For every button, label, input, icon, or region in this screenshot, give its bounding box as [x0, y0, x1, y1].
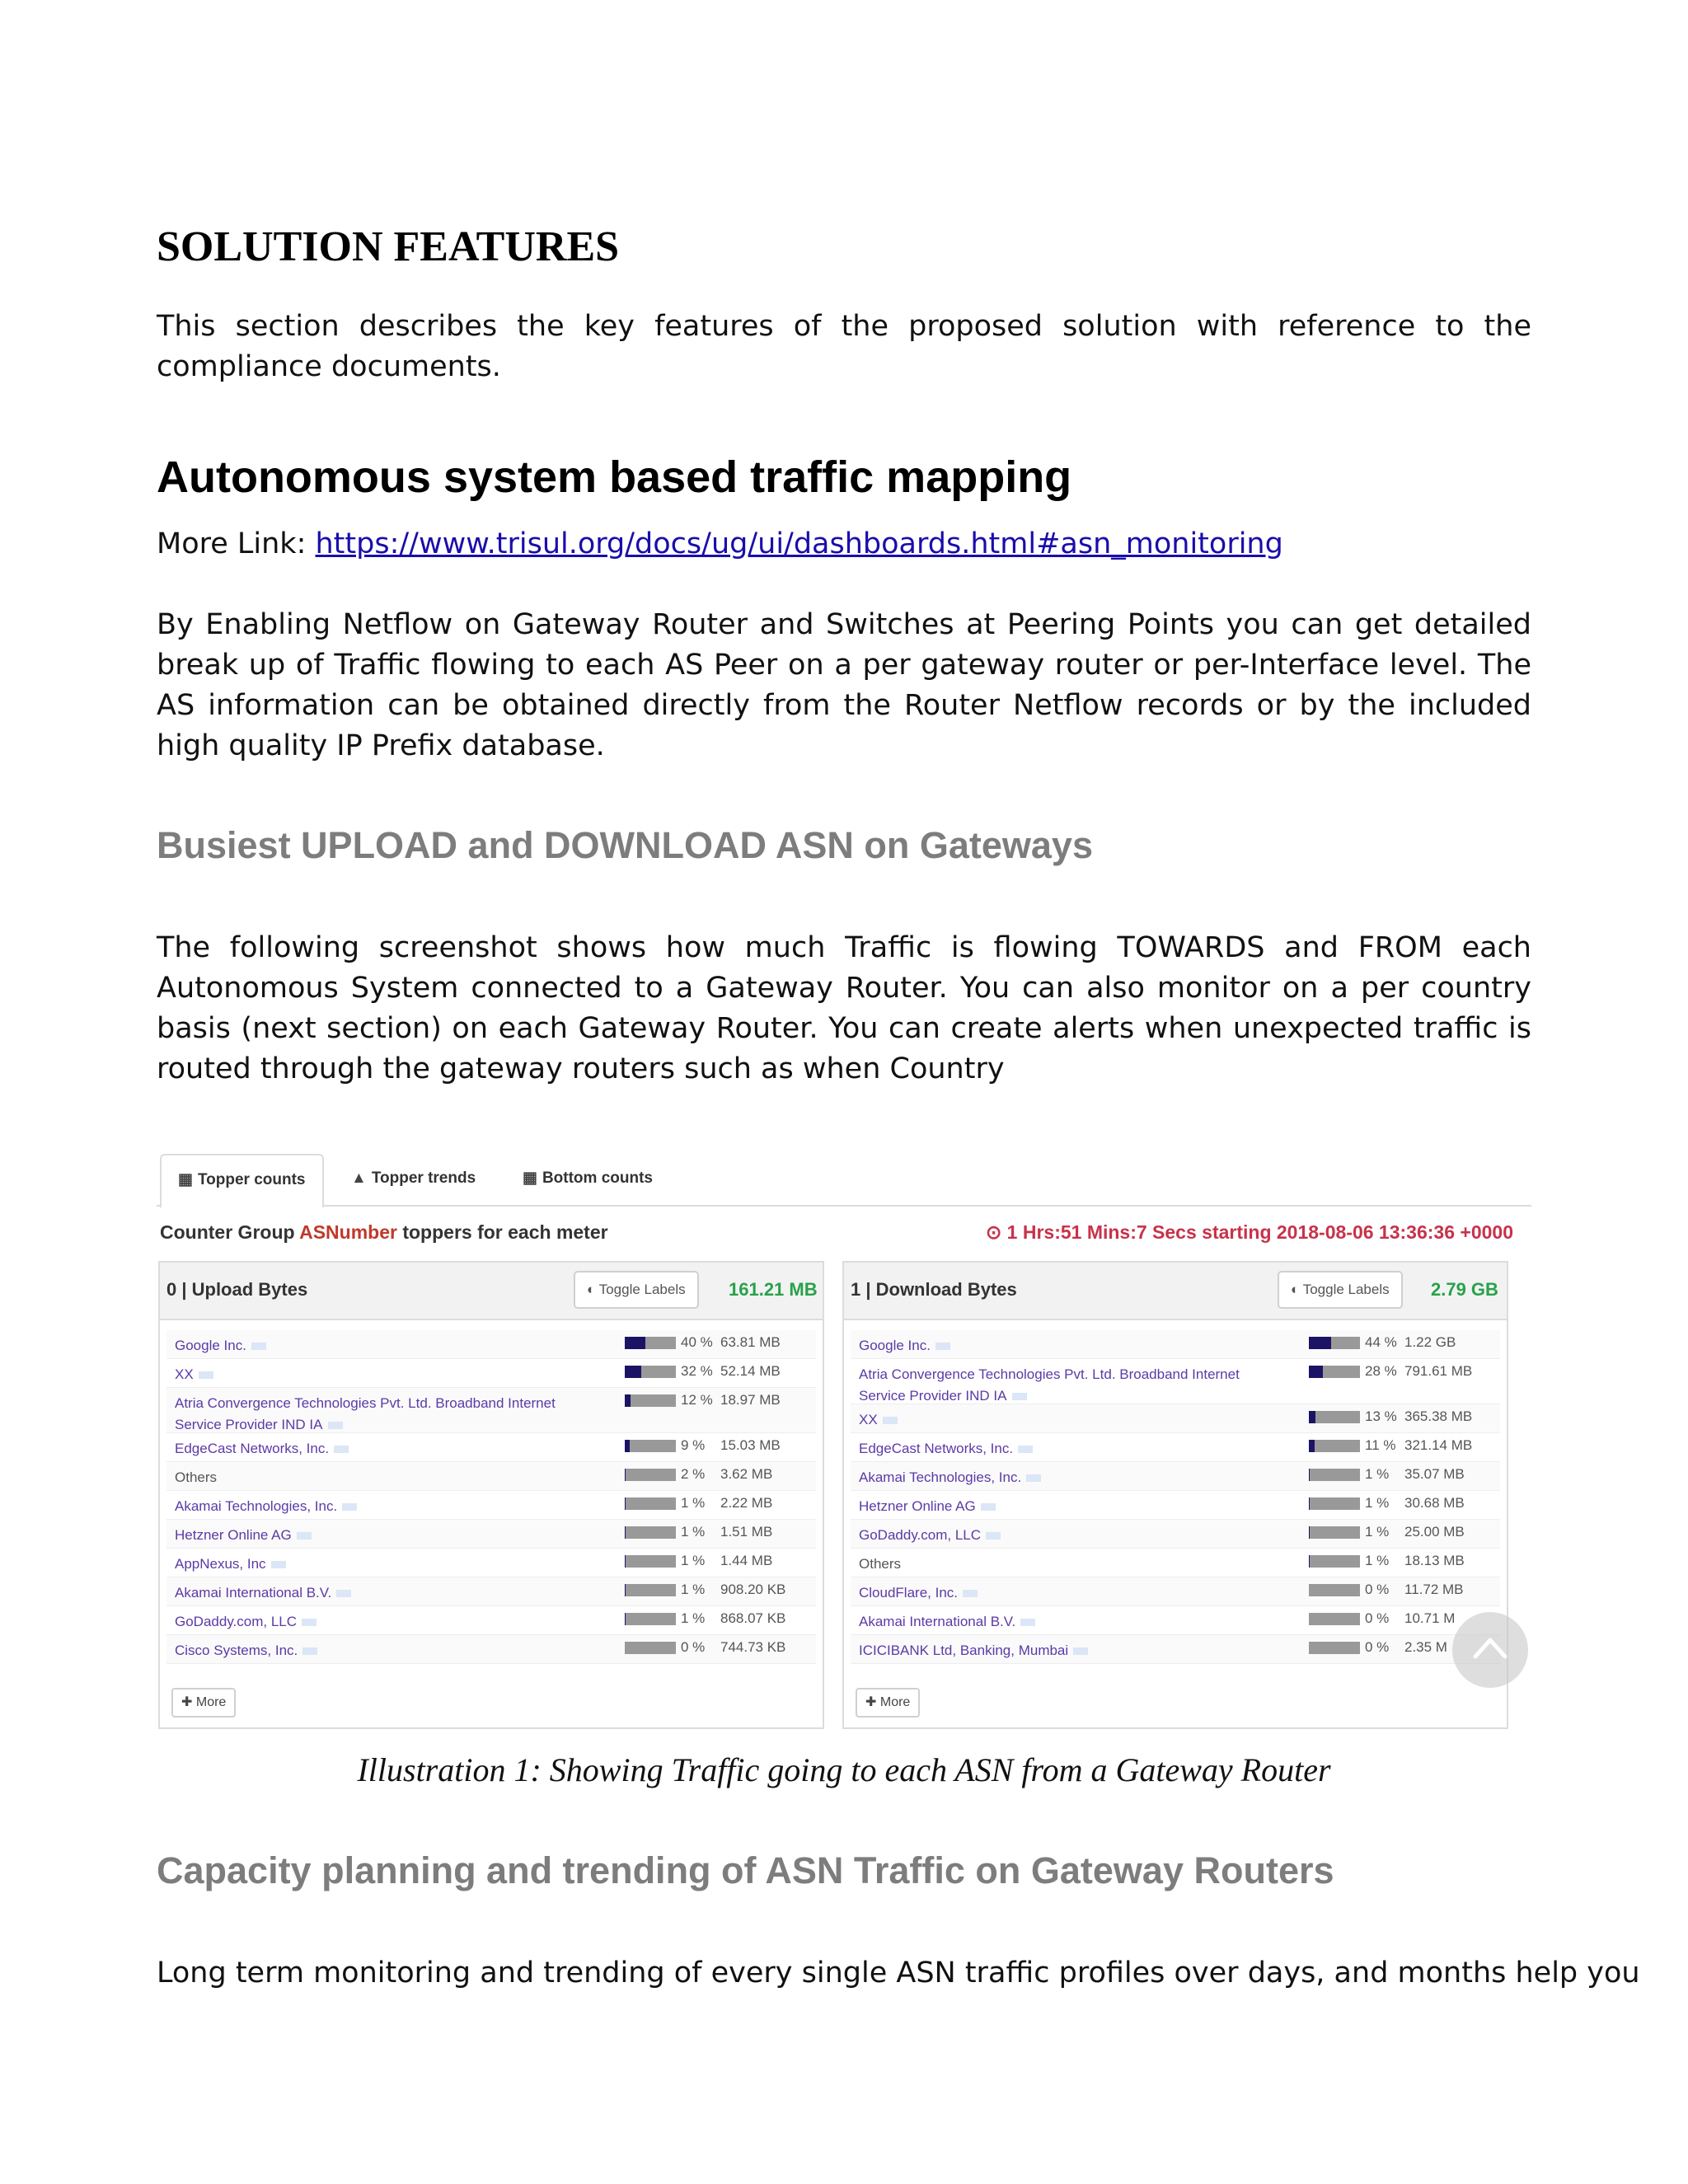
- docs-link[interactable]: https://www.trisul.org/docs/ug/ui/dashboards.html#asn_monitoring: [315, 527, 1283, 560]
- asn-name[interactable]: Akamai International B.V.: [859, 1611, 1287, 1633]
- share-percent: 1 %: [1365, 1524, 1390, 1540]
- asn-name[interactable]: Google Inc.: [175, 1335, 603, 1357]
- share-percent: 1 %: [1365, 1466, 1390, 1482]
- asn-name[interactable]: Google Inc.: [859, 1335, 1287, 1357]
- traffic-value: 15.03 MB: [720, 1437, 781, 1453]
- flag-icon: [963, 1590, 978, 1597]
- share-bar-fill: [1309, 1440, 1315, 1452]
- table-row: [166, 1491, 816, 1520]
- share-bar-fill: [625, 1497, 626, 1510]
- traffic-value: 11.72 MB: [1404, 1582, 1464, 1597]
- asn-name[interactable]: EdgeCast Networks, Inc.: [859, 1438, 1287, 1460]
- table-row: [166, 1577, 816, 1606]
- page-title: SOLUTION FEATURES: [157, 223, 620, 270]
- share-percent: 0 %: [1365, 1610, 1390, 1626]
- share-bar: [625, 1642, 676, 1654]
- table-row: [851, 1359, 1500, 1404]
- table-icon: ▦: [523, 1169, 537, 1187]
- share-percent: 32 %: [681, 1363, 713, 1379]
- share-percent: 0 %: [1365, 1582, 1390, 1597]
- share-percent: 0 %: [681, 1639, 706, 1655]
- share-percent: 44 %: [1365, 1334, 1397, 1350]
- tab-bar: [157, 1152, 1531, 1207]
- traffic-value: 744.73 KB: [720, 1639, 786, 1655]
- traffic-value: 25.00 MB: [1404, 1524, 1465, 1540]
- share-bar-fill: [625, 1366, 641, 1378]
- table-row: [851, 1404, 1500, 1433]
- asn-name[interactable]: Others: [175, 1469, 218, 1485]
- flag-icon: [883, 1417, 898, 1424]
- asn-name[interactable]: ICICIBANK Ltd, Banking, Mumbai: [859, 1640, 1287, 1661]
- share-percent: 1 %: [1365, 1553, 1390, 1568]
- table-row: [851, 1491, 1500, 1520]
- plus-icon: ✚: [865, 1695, 877, 1709]
- flag-icon: [328, 1422, 343, 1429]
- table-row: [166, 1359, 816, 1388]
- share-bar: [1309, 1440, 1360, 1452]
- area-chart-icon: ▲: [351, 1169, 367, 1187]
- share-percent: 40 %: [681, 1334, 713, 1350]
- panel-title: 0 | Upload Bytes: [166, 1279, 308, 1300]
- traffic-value: 18.13 MB: [1404, 1553, 1465, 1568]
- asn-name[interactable]: EdgeCast Networks, Inc.: [175, 1438, 603, 1460]
- flag-icon: [1018, 1446, 1033, 1453]
- flag-icon: [1012, 1393, 1027, 1400]
- share-percent: 1 %: [681, 1610, 706, 1626]
- traffic-value: 18.97 MB: [720, 1392, 781, 1408]
- share-percent: 1 %: [1365, 1495, 1390, 1511]
- table-icon: ▦: [178, 1171, 193, 1188]
- share-bar: [1309, 1555, 1360, 1568]
- toggle-labels-button[interactable]: ◐ Toggle Labels: [574, 1271, 699, 1309]
- flag-icon: [271, 1561, 286, 1568]
- share-bar-fill: [1309, 1337, 1331, 1349]
- table-row: [166, 1433, 816, 1462]
- share-bar: [625, 1584, 676, 1596]
- share-bar-fill: [625, 1613, 626, 1625]
- flag-icon: [302, 1619, 316, 1626]
- table-row: [851, 1433, 1500, 1462]
- table-row: [851, 1330, 1500, 1359]
- intro-paragraph: This section describes the key features of the proposed solution with reference to the compliance documents.: [157, 310, 1531, 383]
- asn-name[interactable]: Akamai International B.V.: [175, 1582, 603, 1604]
- tab-bottom-counts[interactable]: ▦ Bottom counts: [506, 1154, 669, 1203]
- share-bar: [625, 1526, 676, 1539]
- flag-icon: [342, 1503, 357, 1511]
- flag-icon: [302, 1647, 317, 1655]
- asn-name[interactable]: GoDaddy.com, LLC: [859, 1525, 1287, 1546]
- traffic-value: 63.81 MB: [720, 1334, 781, 1350]
- share-bar: [625, 1555, 676, 1568]
- share-bar: [625, 1469, 676, 1481]
- tab-topper-counts[interactable]: ▦ Topper counts: [160, 1154, 324, 1208]
- table-row: [851, 1520, 1500, 1549]
- share-bar: [1309, 1613, 1360, 1625]
- share-bar-fill: [1309, 1497, 1310, 1510]
- share-percent: 1 %: [681, 1495, 706, 1511]
- share-bar: [1309, 1411, 1360, 1423]
- flag-icon: [336, 1590, 351, 1597]
- table-row: [166, 1635, 816, 1664]
- table-row: [166, 1549, 816, 1577]
- asn-name[interactable]: Cisco Systems, Inc.: [175, 1640, 603, 1661]
- download-bytes-panel: [842, 1261, 1508, 1729]
- traffic-value: 2.35 M: [1404, 1639, 1447, 1655]
- share-bar: [1309, 1366, 1360, 1378]
- traffic-value: 3.62 MB: [720, 1466, 773, 1482]
- traffic-value: 35.07 MB: [1404, 1466, 1465, 1482]
- share-bar-fill: [1309, 1469, 1310, 1481]
- share-percent: 1 %: [681, 1582, 706, 1597]
- counter-group-line: Counter Group ASNumber toppers for each meter: [160, 1221, 608, 1243]
- toggle-icon: ◐: [587, 1282, 596, 1297]
- traffic-value: 2.22 MB: [720, 1495, 773, 1511]
- longterm-paragraph: Long term monitoring and trending of every single ASN traffic profiles over days, and months help you: [157, 1957, 1640, 1990]
- more-link-label: More Link:: [157, 527, 307, 560]
- asn-name[interactable]: XX: [175, 1364, 603, 1385]
- share-bar: [1309, 1469, 1360, 1481]
- traffic-value: 1.22 GB: [1404, 1334, 1456, 1350]
- share-percent: 13 %: [1365, 1408, 1397, 1424]
- asn-name[interactable]: AppNexus, Inc: [175, 1554, 603, 1575]
- table-row: [851, 1606, 1500, 1635]
- share-bar-fill: [625, 1469, 626, 1481]
- asn-name[interactable]: Hetzner Online AG: [859, 1496, 1287, 1517]
- share-bar: [625, 1366, 676, 1378]
- share-percent: 2 %: [681, 1466, 706, 1482]
- asn-name[interactable]: Atria Convergence Technologies Pvt. Ltd. Broadband Internet Service Provider IND IA: [175, 1395, 556, 1432]
- share-percent: 28 %: [1365, 1363, 1397, 1379]
- flag-icon: [986, 1532, 1001, 1540]
- tab-topper-trends[interactable]: ▲ Topper trends: [335, 1154, 492, 1203]
- share-bar: [1309, 1526, 1360, 1539]
- flag-icon: [981, 1503, 996, 1511]
- traffic-value: 10.71 M: [1404, 1610, 1456, 1626]
- chevron-up-icon: [1472, 1633, 1508, 1661]
- traffic-value: 1.51 MB: [720, 1524, 773, 1540]
- share-bar: [1309, 1642, 1360, 1654]
- section-title: Autonomous system based traffic mapping: [157, 452, 1072, 502]
- flag-icon: [1073, 1647, 1088, 1655]
- more-button[interactable]: ✚ More: [171, 1688, 236, 1718]
- share-percent: 1 %: [681, 1553, 706, 1568]
- share-bar: [625, 1394, 676, 1407]
- asn-name[interactable]: Akamai Technologies, Inc.: [175, 1496, 603, 1517]
- share-bar-fill: [625, 1584, 626, 1596]
- share-percent: 0 %: [1365, 1639, 1390, 1655]
- traffic-value: 908.20 KB: [720, 1582, 786, 1597]
- panel-total: 2.79 GB: [1431, 1279, 1498, 1300]
- asn-name[interactable]: Akamai Technologies, Inc.: [859, 1467, 1287, 1488]
- share-bar: [625, 1337, 676, 1349]
- toggle-icon: ◐: [1291, 1282, 1300, 1297]
- share-bar: [1309, 1584, 1360, 1596]
- counter-group-name[interactable]: ASNumber: [299, 1221, 397, 1243]
- share-bar-fill: [625, 1394, 631, 1407]
- share-bar: [1309, 1497, 1360, 1510]
- more-link-line: [157, 524, 1283, 565]
- share-bar-fill: [1309, 1366, 1323, 1378]
- flag-icon: [1020, 1619, 1035, 1626]
- share-percent: 9 %: [681, 1437, 706, 1453]
- plus-icon: ✚: [181, 1695, 193, 1709]
- time-window: ⊙ 1 Hrs:51 Mins:7 Secs starting 2018-08-06 13:36:36 +0000: [985, 1221, 1513, 1243]
- asn-name[interactable]: GoDaddy.com, LLC: [175, 1611, 603, 1633]
- asn-name[interactable]: Hetzner Online AG: [175, 1525, 603, 1546]
- capacity-planning-heading: Capacity planning and trending of ASN Traffic on Gateway Routers: [157, 1849, 1334, 1891]
- share-bar-fill: [1309, 1555, 1310, 1568]
- table-row: [166, 1388, 816, 1433]
- table-row: [166, 1520, 816, 1549]
- share-bar: [625, 1440, 676, 1452]
- more-button[interactable]: ✚ More: [856, 1688, 920, 1718]
- toggle-labels-button[interactable]: ◐ Toggle Labels: [1278, 1271, 1403, 1309]
- traffic-value: 30.68 MB: [1404, 1495, 1465, 1511]
- share-bar-fill: [1309, 1526, 1310, 1539]
- panel-header: [160, 1263, 823, 1320]
- table-row: [166, 1330, 816, 1359]
- share-bar-fill: [1309, 1411, 1315, 1423]
- share-bar: [625, 1497, 676, 1510]
- share-bar-fill: [625, 1337, 645, 1349]
- flag-icon: [297, 1532, 312, 1540]
- asn-list: [166, 1330, 816, 1664]
- asn-name[interactable]: Atria Convergence Technologies Pvt. Ltd. Broadband Internet Service Provider IND IA: [859, 1366, 1240, 1404]
- dashboard-screenshot: [157, 1152, 1531, 1739]
- share-bar-fill: [625, 1526, 626, 1539]
- busiest-asn-heading: Busiest UPLOAD and DOWNLOAD ASN on Gateways: [157, 824, 1093, 866]
- share-bar-fill: [625, 1555, 626, 1568]
- share-percent: 1 %: [681, 1524, 706, 1540]
- flag-icon: [251, 1343, 266, 1350]
- traffic-value: 321.14 MB: [1404, 1437, 1473, 1453]
- clock-icon: ⊙: [985, 1221, 1002, 1243]
- table-row: [851, 1549, 1500, 1577]
- scroll-to-top-button[interactable]: [1452, 1612, 1528, 1688]
- netflow-paragraph: By Enabling Netflow on Gateway Router and Switches at Peering Points you can get detailed break up of Traffic flowing to each AS Peer on a per gateway router or per-Interface level. The AS information can be obtained directly from the Router Netflow records or by the included high quality IP Prefix database.: [157, 608, 1531, 762]
- traffic-value: 868.07 KB: [720, 1610, 786, 1626]
- flag-icon: [334, 1446, 349, 1453]
- flag-icon: [199, 1371, 213, 1379]
- asn-name[interactable]: CloudFlare, Inc.: [859, 1582, 1287, 1604]
- screenshot-paragraph: The following screenshot shows how much Traffic is flowing TOWARDS and FROM each Autonomous System connected to a Gateway Router. You can also monitor on a per country basis (next section) on each Gateway Router. You can create alerts when unexpected traffic is routed through the gateway routers such as when Country: [157, 931, 1531, 1085]
- traffic-value: 791.61 MB: [1404, 1363, 1473, 1379]
- table-row: [851, 1462, 1500, 1491]
- share-bar-fill: [625, 1440, 630, 1452]
- panel-total: 161.21 MB: [729, 1279, 818, 1300]
- share-bar: [625, 1613, 676, 1625]
- table-row: [166, 1606, 816, 1635]
- illustration-caption: Illustration 1: Showing Traffic going to each ASN from a Gateway Router: [357, 1751, 1331, 1788]
- panel-header: [844, 1263, 1507, 1320]
- traffic-value: 365.38 MB: [1404, 1408, 1473, 1424]
- asn-name[interactable]: XX: [859, 1409, 1287, 1431]
- asn-list: [851, 1330, 1500, 1664]
- panel-title: 1 | Download Bytes: [851, 1279, 1017, 1300]
- asn-name[interactable]: Others: [859, 1556, 902, 1572]
- table-row: [166, 1462, 816, 1491]
- traffic-value: 1.44 MB: [720, 1553, 773, 1568]
- flag-icon: [1026, 1474, 1041, 1482]
- traffic-value: 52.14 MB: [720, 1363, 781, 1379]
- table-row: [851, 1577, 1500, 1606]
- share-bar: [1309, 1337, 1360, 1349]
- upload-bytes-panel: [158, 1261, 824, 1729]
- table-row: [851, 1635, 1500, 1664]
- share-percent: 12 %: [681, 1392, 713, 1408]
- flag-icon: [935, 1343, 950, 1350]
- share-percent: 11 %: [1365, 1437, 1396, 1453]
